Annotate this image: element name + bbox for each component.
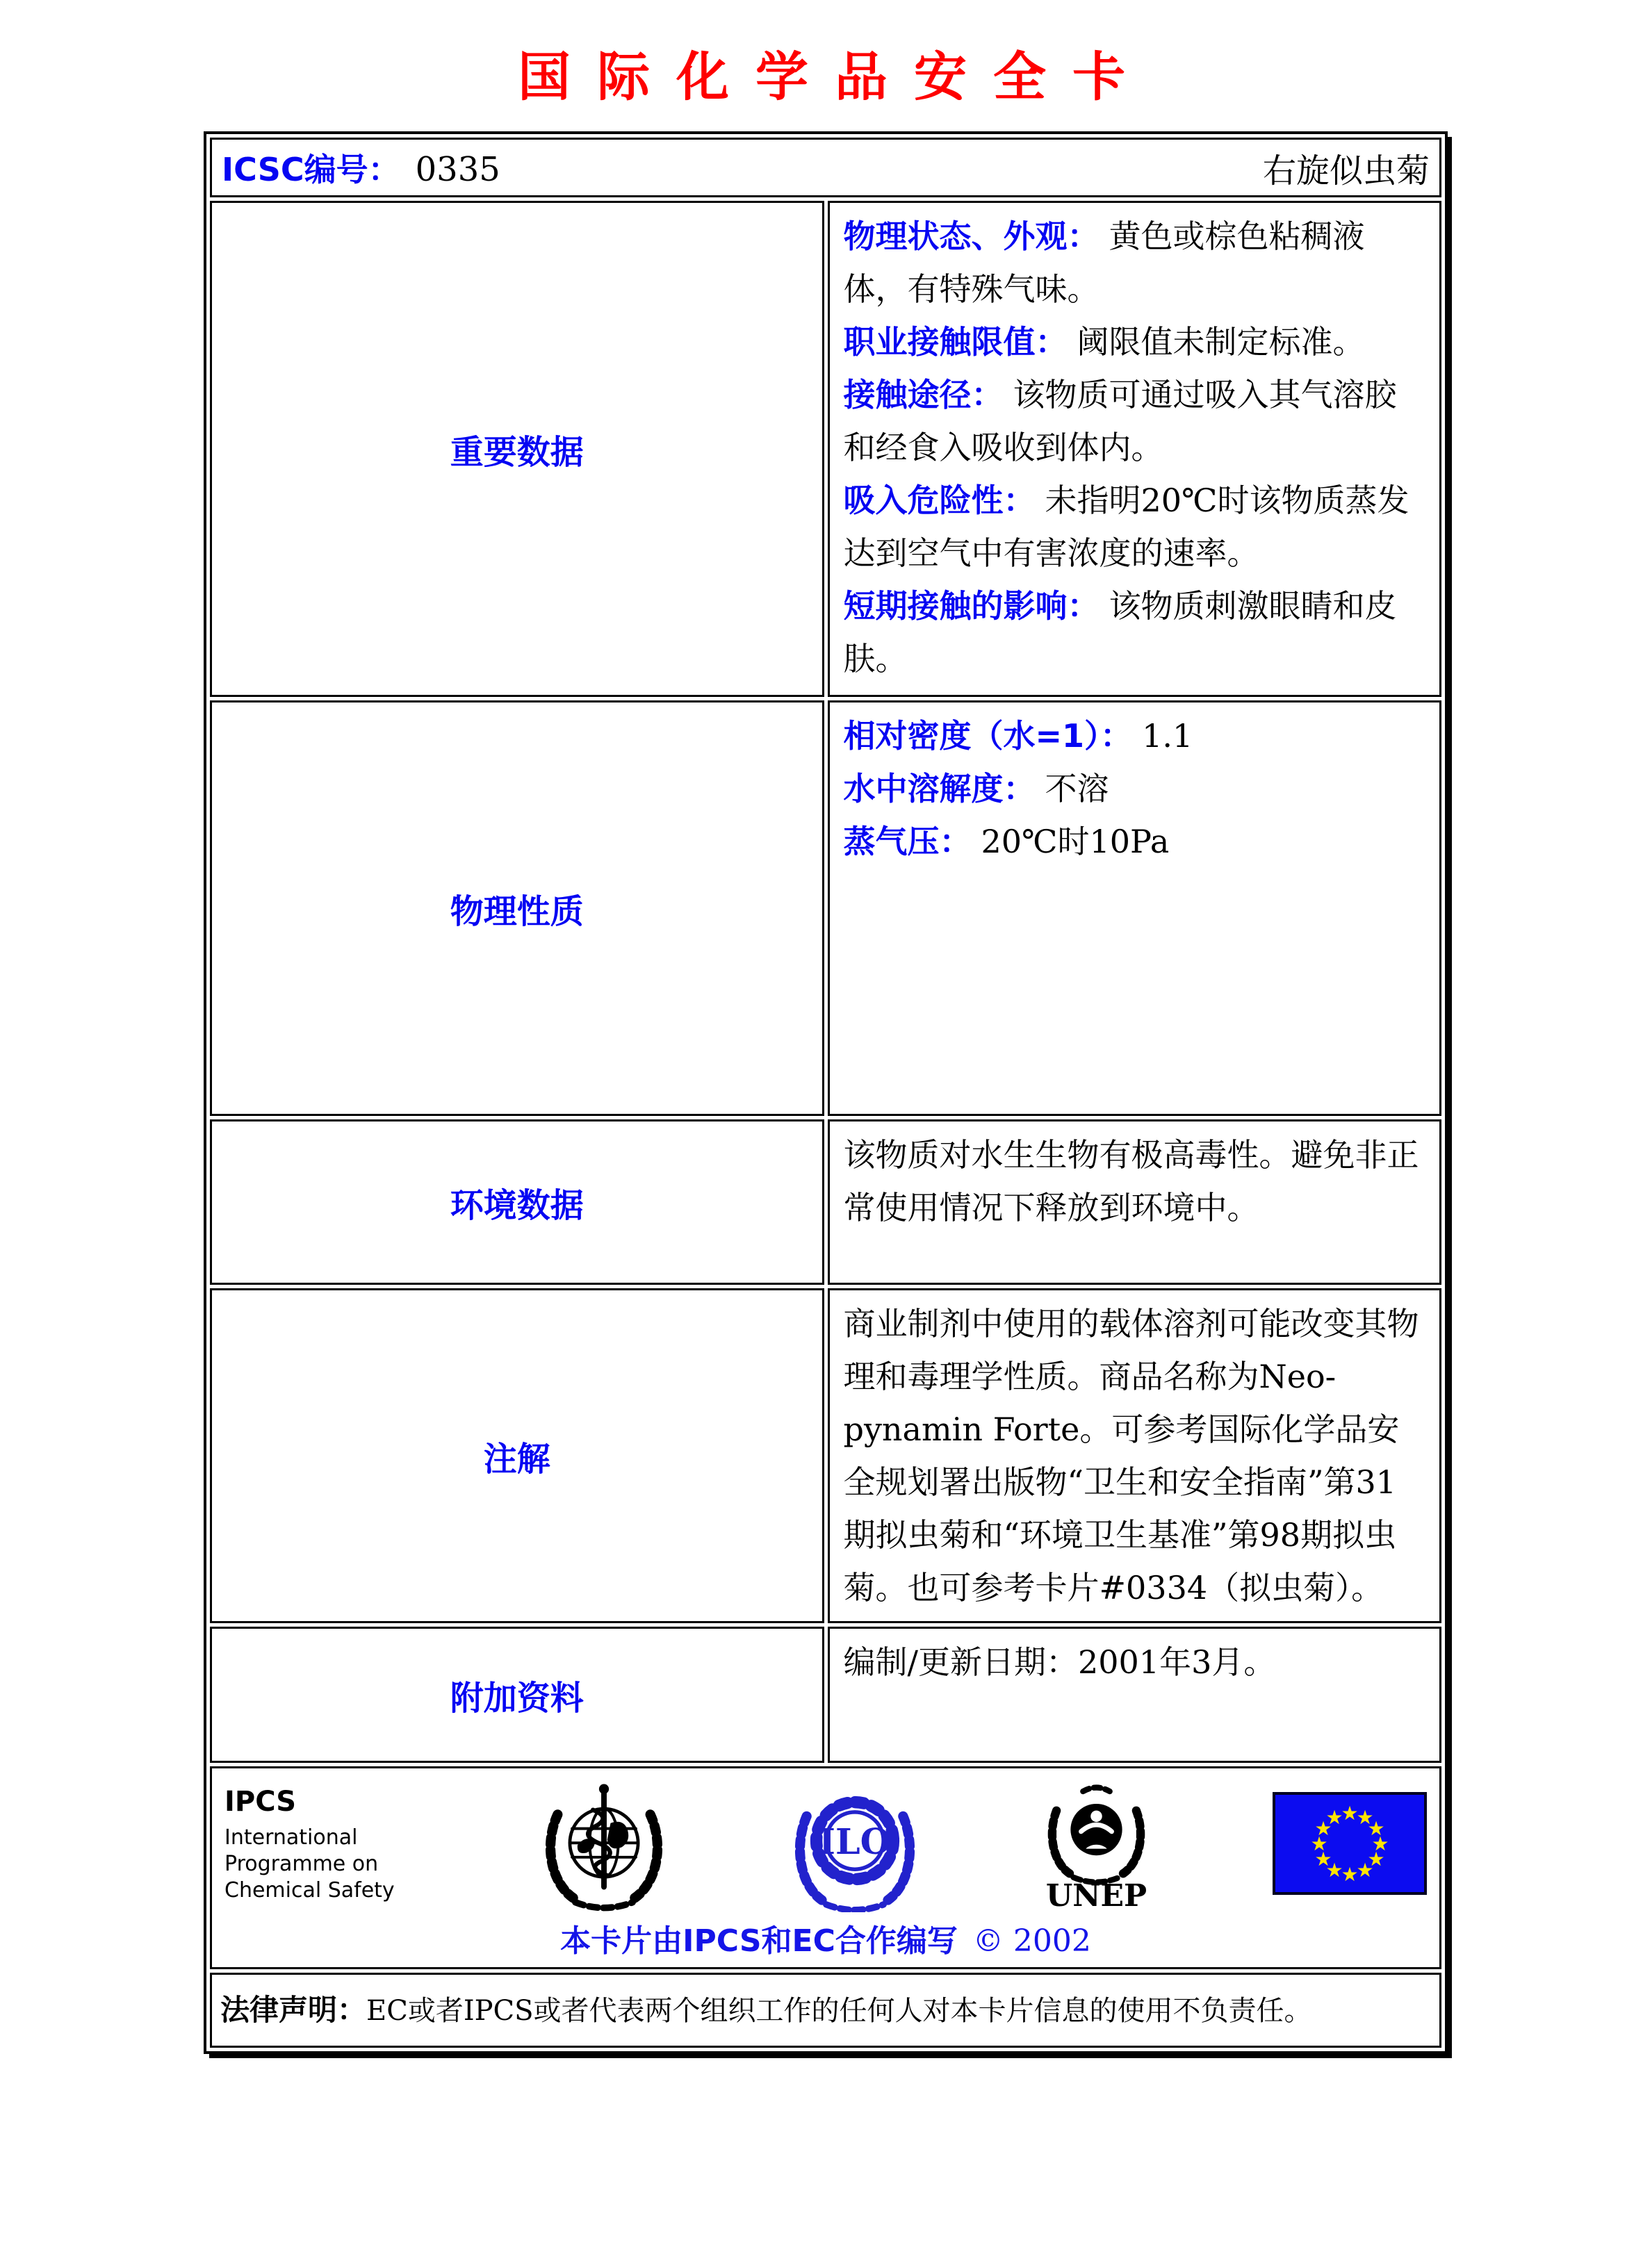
data-line: 相对密度（水=1）： 1.1 [843,717,1193,755]
section-label-additional: 附加资料 [210,1627,824,1763]
ipcs-acronym: IPCS [224,1786,297,1818]
svg-text:★: ★ [1367,1848,1385,1871]
data-line: 吸入危险性： 未指明20℃时该物质蒸发达到空气中有害浓度的速率。 [843,482,1409,572]
physical-properties-content [828,700,1442,1116]
section-label-important: 重要数据 [210,201,824,697]
notes-row [210,1288,1441,1623]
svg-text:★: ★ [1367,1817,1385,1840]
data-line: 蒸气压： 20℃时10Pa [843,823,1170,860]
important-data-content [828,201,1442,697]
legal-label: 法律声明： [220,1992,367,2027]
icsc-number-value: 0335 [415,150,500,189]
svg-text:★: ★ [1314,1848,1332,1871]
svg-text:★: ★ [1371,1832,1389,1855]
notes-content: 商业制剂中使用的载体溶剂可能改变其物理和毒理学性质。商品名称为Neo-pynamin Forte。可参考国际化学品安全规划署出版物“卫生和安全指南”第31期拟虫菊和“环境卫生基准”第98期拟虫菊。也可参考卡片#0334（拟虫菊）。 [828,1288,1442,1623]
important-data-row [210,201,1441,697]
logo-strip [224,1778,1427,1912]
substance-name: 右旋似虫菊 [1262,151,1430,190]
logos-row [210,1766,1441,1969]
svg-text:UNEP: UNEP [1046,1878,1147,1913]
svg-text:★: ★ [1325,1806,1343,1829]
data-line: 职业接触限值： 阈限值未制定标准。 [843,323,1365,361]
svg-text:★: ★ [1314,1817,1332,1840]
section-label-notes: 注解 [210,1288,824,1623]
environment-data-row [210,1119,1441,1285]
physical-properties-row [210,700,1441,1116]
svg-text:★: ★ [1356,1859,1374,1882]
page-title: 国际化学品安全卡 [518,46,1152,108]
additional-info-row [210,1627,1441,1763]
svg-text:★: ★ [1310,1832,1328,1855]
legal-text: EC或者IPCS或者代表两个组织工作的任何人对本卡片信息的使用不负责任。 [366,1994,1312,2027]
svg-text:★: ★ [1325,1859,1343,1882]
eu-flag-icon [1273,1792,1427,1898]
svg-text:★: ★ [1341,1802,1359,1825]
svg-text:★: ★ [1356,1806,1374,1829]
icsc-card-page [0,35,1643,2054]
legal-row [210,1973,1441,2048]
icsc-number-label: ICSC编号： [222,151,400,188]
who-logo-icon [538,1775,670,1915]
caption-text: 本卡片由IPCS和EC合作编写 [560,1923,958,1959]
data-line: 短期接触的影响： 该物质刺激眼睛和皮肤。 [843,587,1397,677]
ilo-logo-icon [789,1775,921,1915]
section-label-environment: 环境数据 [210,1119,824,1285]
data-line: 接触途径： 该物质可通过吸入其气溶胶和经食入吸收到体内。 [843,376,1397,466]
section-label-physical: 物理性质 [210,700,824,1116]
ipcs-text-block: IPCS International Programme on Chemical Safety [224,1786,419,1904]
header-row [210,138,1441,197]
additional-info-content: 编制/更新日期：2001年3月。 [828,1627,1442,1763]
footer-caption [224,1916,1427,1960]
environment-data-content: 该物质对水生生物有极高毒性。避免非正常使用情况下释放到环境中。 [828,1119,1442,1285]
icsc-table [204,131,1448,2054]
svg-text:★: ★ [1341,1863,1359,1886]
data-line: 物理状态、外观： 黄色或棕色粘稠液体，有特殊气味。 [843,217,1365,308]
icsc-number-group [222,145,500,190]
caption-copyright: © 2002 [972,1923,1091,1959]
data-line: 水中溶解度： 不溶 [843,770,1109,807]
svg-text:ILO: ILO [818,1821,891,1863]
unep-logo-icon [1039,1774,1154,1916]
